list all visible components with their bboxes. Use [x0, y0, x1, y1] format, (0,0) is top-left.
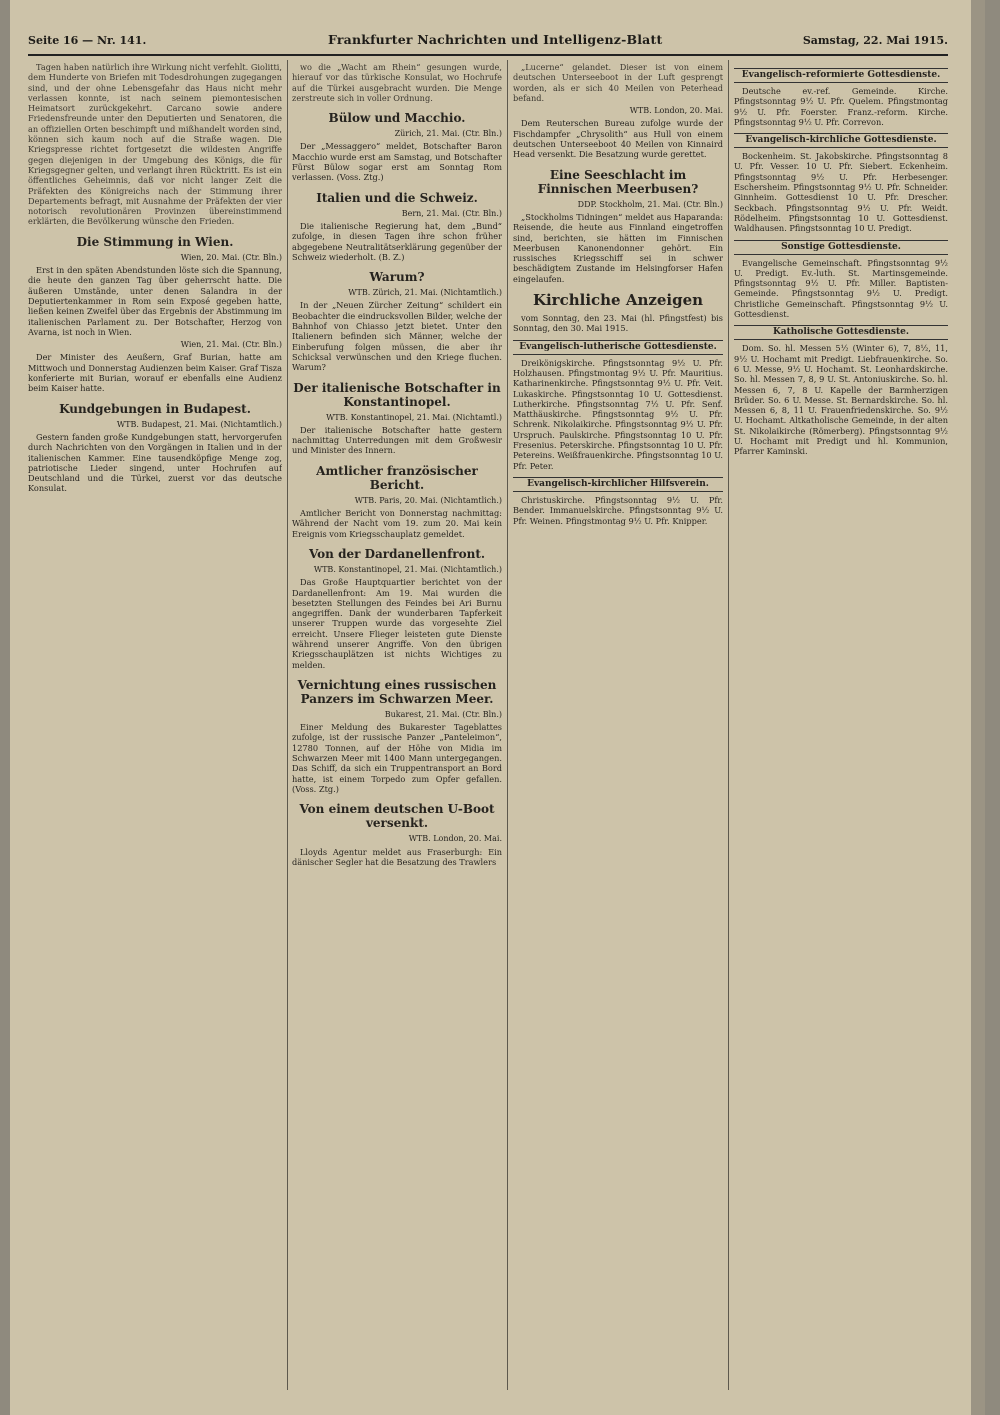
section-heading: Evangelisch-reformierte Gottesdienste. [734, 68, 948, 83]
dateline: WTB. Budapest, 21. Mai. (Nichtamtlich.) [116, 419, 282, 429]
article-text: Erst in den späten Abendstunden löste sich die Spannung, die heute den ganzen Tag über geherrscht hatte. Die äußeren Umstände, unter denen Salandra in der Deputiertenkammer in Rom sein Exposé gegeben hatte, ließen keinen Zweifel über das Ergebnis der Abstimmung im italienischen Parlament zu. Der Botschafter, Herzog von Avarna, ist noch in Wien. [28, 265, 282, 337]
dateline: Bukarest, 21. Mai. (Ctr. Bln.) [384, 709, 502, 719]
column-4 [734, 62, 948, 1382]
dateline: Wien, 21. Mai. (Ctr. Bln.) [180, 340, 282, 350]
column-rule [728, 60, 729, 1390]
running-header [28, 30, 948, 56]
article-text: Amtlicher Bericht von Donnerstag nachmittag: Während der Nacht vom 19. zum 20. Mai kein Ereignis vom Kriegsschauplatz gemeldet. [292, 508, 502, 539]
headline-seeschlacht: Eine Seeschlacht im Finnischen Meerbusen? [537, 167, 699, 196]
page-edge [971, 0, 985, 1415]
column-rule [287, 60, 288, 1390]
article-text: Einer Meldung des Bukarester Tageblattes zufolge, ist der russische Panzer „Panteleimon“, 12780 Tonnen, auf der Höhe von Midia im Schwarzen Meer mit 1400 Mann untergegangen. Das Schiff, da sich ein Truppentransport an Bord hatte, ist einem Torpedo zum Opfer gefallen. (Voss. Ztg.) [292, 722, 502, 794]
masthead-title: Frankfurter Nachrichten und Intelligenz-Blatt [328, 32, 663, 47]
headline-buelow-macchio: Bülow und Macchio. [328, 111, 466, 126]
dateline: WTB. Konstantinopel, 21. Mai. (Nichtamtlich.) [313, 564, 502, 574]
continued-article-text: wo die „Wacht am Rhein“ gesungen wurde, hierauf vor das türkische Konsulat, wo Hochrufe auf die Türkei ausgebracht wurden. Die Menge zerstreute sich in voller Ordnung. [292, 62, 502, 103]
newspaper-page [10, 0, 985, 1415]
section-heading: Evangelisch-lutherische Gottesdienste. [513, 340, 723, 355]
article-text: Gestern fanden große Kundgebungen statt, hervorgerufen durch Nachrichten von den Vorgängen in Italien und in der italienischen Kammer. Eine tausendköpfige Menge zog, patriotische Lieder singend, unter Hochrufen auf Deutschland und die Türkei, zuerst vor das deutsche Konsulat. [28, 431, 282, 494]
section-heading: Sonstige Gottesdienste. [734, 240, 948, 255]
continued-article-text: Tagen haben natürlich ihre Wirkung nicht verfehlt. Giolitti, dem Hunderte von Briefen mit Todesdrohungen zugegangen sind, und der ohne Lebensgefahr das Haus nicht mehr verlassen konnte, ist nach seinem piemontesischen Heimatsort zurückgekehrt. Carcano sowie andere Friedensfreunde unter den Deputierten und Senatoren, die an offiziellen Orten beschimpft und mißhandelt worden sind, können sich kaum noch auf die Straße wagen. Die Kriegspresse richtet fortgesetzt die wildesten Angriffe gegen diejenigen in der Umgebung des Königs, die für Kriegsgegner gelten, und verlangt ihren Rücktritt. Es ist ein öffentliches Geheimnis, daß vor nicht langer Zeit die Präfekten des Königreichs nach der Stimmung ihrer Departements befragt, mit Ausnahme der Präfekten der vier notorisch revolutionären Provinzen übereinstimmend erklärten, die Bevölkerung wünsche den Frieden. [28, 62, 282, 227]
listing-text: Dreikönigskirche. Pfingstsonntag 9½ U. Pfr. Holzhausen. Pfingstmontag 9½ U. Pfr. Mauritius. Katharinenkirche. Pfingstsonntag 9½ U. Pfr. Veit. Lukaskirche. Pfingstsonntag 10 U. Gottesdienst. Lutherkirche. Pfingstsonntag 7½ U. Pfr. Senf. Matthäuskirche. Pfingstsonntag 9½ U. Pfr. Schrenk. Nikolaikirche. Pfingstsonntag 9½ U. Pfr. Urspruch. Paulskirche. Pfingstsonntag 10 U. Pfr. Fresenius. Peterskirche. Pfingstsonntag 10 U. Pfr. Petereins. Weißfrauenkirche. Pfingstsonntag 10 U. Pfr. Peter. [513, 357, 723, 471]
dateline: WTB. Paris, 20. Mai. (Nichtamtlich.) [354, 495, 502, 505]
headline-franzoesischer-bericht: Amtlicher französischer Bericht. [316, 463, 478, 492]
dateline: DDP. Stockholm, 21. Mai. (Ctr. Bln.) [577, 199, 723, 209]
headline-u-boot: Von einem deutschen U-Boot versenkt. [299, 802, 495, 831]
headline-stimmung-wien: Die Stimmung in Wien. [76, 234, 234, 249]
issue-date: Samstag, 22. Mai 1915. [802, 34, 948, 47]
article-text: Der italienische Botschafter hatte gestern nachmittag Unterredungen mit dem Großwesir und Minister des Innern. [292, 424, 502, 456]
listing-text: Deutsche ev.-ref. Gemeinde. Kirche. Pfingstsonntag 9½ U. Pfr. Quelem. Pfingstmontag 9½ U. Pfr. Foerster. Franz.-reform. Kirche. Pfingstsonntag 9½ U. Pfr. Correvon. [734, 86, 948, 127]
dateline: Wien, 20. Mai. (Ctr. Bln.) [180, 252, 282, 262]
article-text: Das Große Hauptquartier berichtet von der Dardanellenfront: Am 19. Mai wurden die besetzten Stellungen des Feindes bei Ari Burnu angegriffen. Dank der wunderbaren Tapferkeit unserer Truppen wurde das vorgesehte Ziel erreicht. Unsere Flieger leisteten gute Dienste während unserer Angriffe. Von den übrigen Kriegsschauplätzen ist nichts Wichtiges zu melden. [292, 577, 502, 670]
headline-kirchliche-anzeigen: Kirchliche Anzeigen [532, 291, 704, 310]
article-text: Die italienische Regierung hat, dem „Bund“ zufolge, in diesen Tagen ihre schon früher abgegebene Neutralitätserklärung gegenüber der Schweiz wiederholt. (B. Z.) [292, 220, 502, 262]
article-text: Der „Messaggero“ meldet, Botschafter Baron Macchio wurde erst am Samstag, und Botschafter Fürst Bülow sogar erst am Sonntag Rom verlassen. (Voss. Ztg.) [292, 141, 502, 183]
section-heading: Evangelisch-kirchlicher Hilfsverein. [513, 477, 723, 492]
page-number: Seite 16 — Nr. 141. [28, 34, 147, 47]
headline-russischer-panzer: Vernichtung eines russischen Panzers im Schwarzen Meer. [297, 677, 497, 706]
column-3 [513, 62, 723, 1382]
section-heading: Katholische Gottesdienste. [734, 325, 948, 340]
listing-text: Bockenheim. St. Jakobskirche. Pfingstsonntag 8 U. Pfr. Vesser. 10 U. Pfr. Siebert. Eckenheim. Pfingstsonntag 9½ U. Pfr. Herbesenger. Eschersheim. Pfingstsonntag 9½ U. Pfr. Schneider. Ginnheim. Gottesdienst 10 U. Pfr. Drescher. Seckbach. Pfingstsonntag 9½ U. Pfr. Weidt. Rödelheim. Pfingstsonntag 10 U. Gottesdienst. Waldhausen. Pfingstsonntag 10 U. Predigt. [734, 151, 948, 234]
column-2 [292, 62, 502, 1382]
dateline: WTB. Zürich, 21. Mai. (Nichtamtlich.) [348, 288, 502, 298]
headline-italien-schweiz: Italien und die Schweiz. [316, 190, 478, 205]
dateline: Bern, 21. Mai. (Ctr. Bln.) [401, 208, 502, 218]
section-heading: Evangelisch-kirchliche Gottesdienste. [734, 133, 948, 148]
listing-text: Christuskirche. Pfingstsonntag 9½ U. Pfr. Bender. Immanuelskirche. Pfingstsonntag 9½ U. Pfr. Weinen. Pfingstmontag 9½ U. Pfr. Knipper. [513, 494, 723, 526]
article-text: In der „Neuen Zürcher Zeitung“ schildert ein Beobachter die eindrucksvollen Bilder, welche der Bahnhof von Chiasso jetzt bietet. Unter den Italienern befinden sich Männer, welche der Einberufung folgen müssen, die aber ihr Schicksal verwünschen und den Kriege fluchen. Warum? [292, 300, 502, 373]
article-text: Dem Reuterschen Bureau zufolge wurde der Fischdampfer „Chrysolith“ aus Hull von einem deutschen Unterseeboot 40 Meilen von Kinnaird Head versenkt. Die Besatzung wurde gerettet. [513, 118, 723, 160]
section-subtitle: vom Sonntag, den 23. Mai (hl. Pfingstfest) bis Sonntag, den 30. Mai 1915. [513, 313, 723, 334]
dateline: WTB. Konstantinopel, 21. Mai. (Nichtamtl.) [326, 412, 502, 422]
continued-article-text: „Lucerne“ gelandet. Dieser ist von einem deutschen Unterseeboot in der Luft gesprengt worden, als er sich 40 Meilen von Peterhead befand. [513, 62, 723, 103]
dateline: WTB. London, 20. Mai. [408, 834, 502, 844]
column-1 [28, 62, 282, 1382]
article-text: „Stockholms Tidningen“ meldet aus Haparanda: Reisende, die heute aus Finnland eingetroffen sind, berichten, sie hätten im Finnischen Meerbusen Kanonendonner gehört. Ein russisches Kriegsschiff sei in schwer beschädigtem Zustande im Helsingforser Hafen eingelaufen. [513, 211, 723, 284]
article-text: Der Minister des Aeußern, Graf Burian, hatte am Mittwoch und Donnerstag Audienzen beim Kaiser. Graf Tisza konferierte mit Burian, worauf er ebenfalls eine Audienz beim Kaiser hatte. [28, 352, 282, 394]
listing-text: Dom. So. hl. Messen 5½ (Winter 6), 7, 8½, 11, 9½ U. Hochamt mit Predigt. Liebfrauenkirche. So. 6 U. Messe, 9½ U. Hochamt. St. Leonhardskirche. So. hl. Messen 7, 8, 9 U. St. Antoniuskirche. So. hl. Messen 6, 7, 8 U. Kapelle der Barmherzigen Brüder. So. 6 U. Messe. St. Bernardskirche. So. hl. Messen 6, 8, 11 U. Frauenfriedenskirche. So. 9½ U. Hochamt. Altkatholische Gemeinde, in der alten St. Nikolaikirche (Römerberg). Pfingstsonntag 9½ U. Hochamt mit Predigt und hl. Kommunion, Pfarrer Kaminski. [734, 343, 948, 457]
article-text: Lloyds Agentur meldet aus Fraserburgh: Ein dänischer Segler hat die Besatzung des Trawlers [292, 846, 502, 867]
listing-text: Evangelische Gemeinschaft. Pfingstsonntag 9½ U. Predigt. Ev.-luth. St. Martinsgemeinde. Pfingstsonntag 9½ U. Pfr. Miller. Baptisten-Gemeinde. Pfingstsonntag 9½ U. Predigt. Christliche Gemeinschaft. Pfingstsonntag 9½ U. Gottesdienst. [734, 257, 948, 320]
headline-botschafter-konstantinopel: Der italienische Botschafter in Konstantinopel. [293, 380, 501, 409]
column-rule [507, 60, 508, 1390]
dateline: WTB. London, 20. Mai. [629, 106, 723, 116]
headline-warum: Warum? [369, 270, 425, 285]
dateline: Zürich, 21. Mai. (Ctr. Bln.) [394, 129, 502, 139]
headline-dardanellenfront: Von der Dardanellenfront. [308, 546, 486, 561]
headline-kundgebungen-budapest: Kundgebungen in Budapest. [59, 401, 251, 416]
